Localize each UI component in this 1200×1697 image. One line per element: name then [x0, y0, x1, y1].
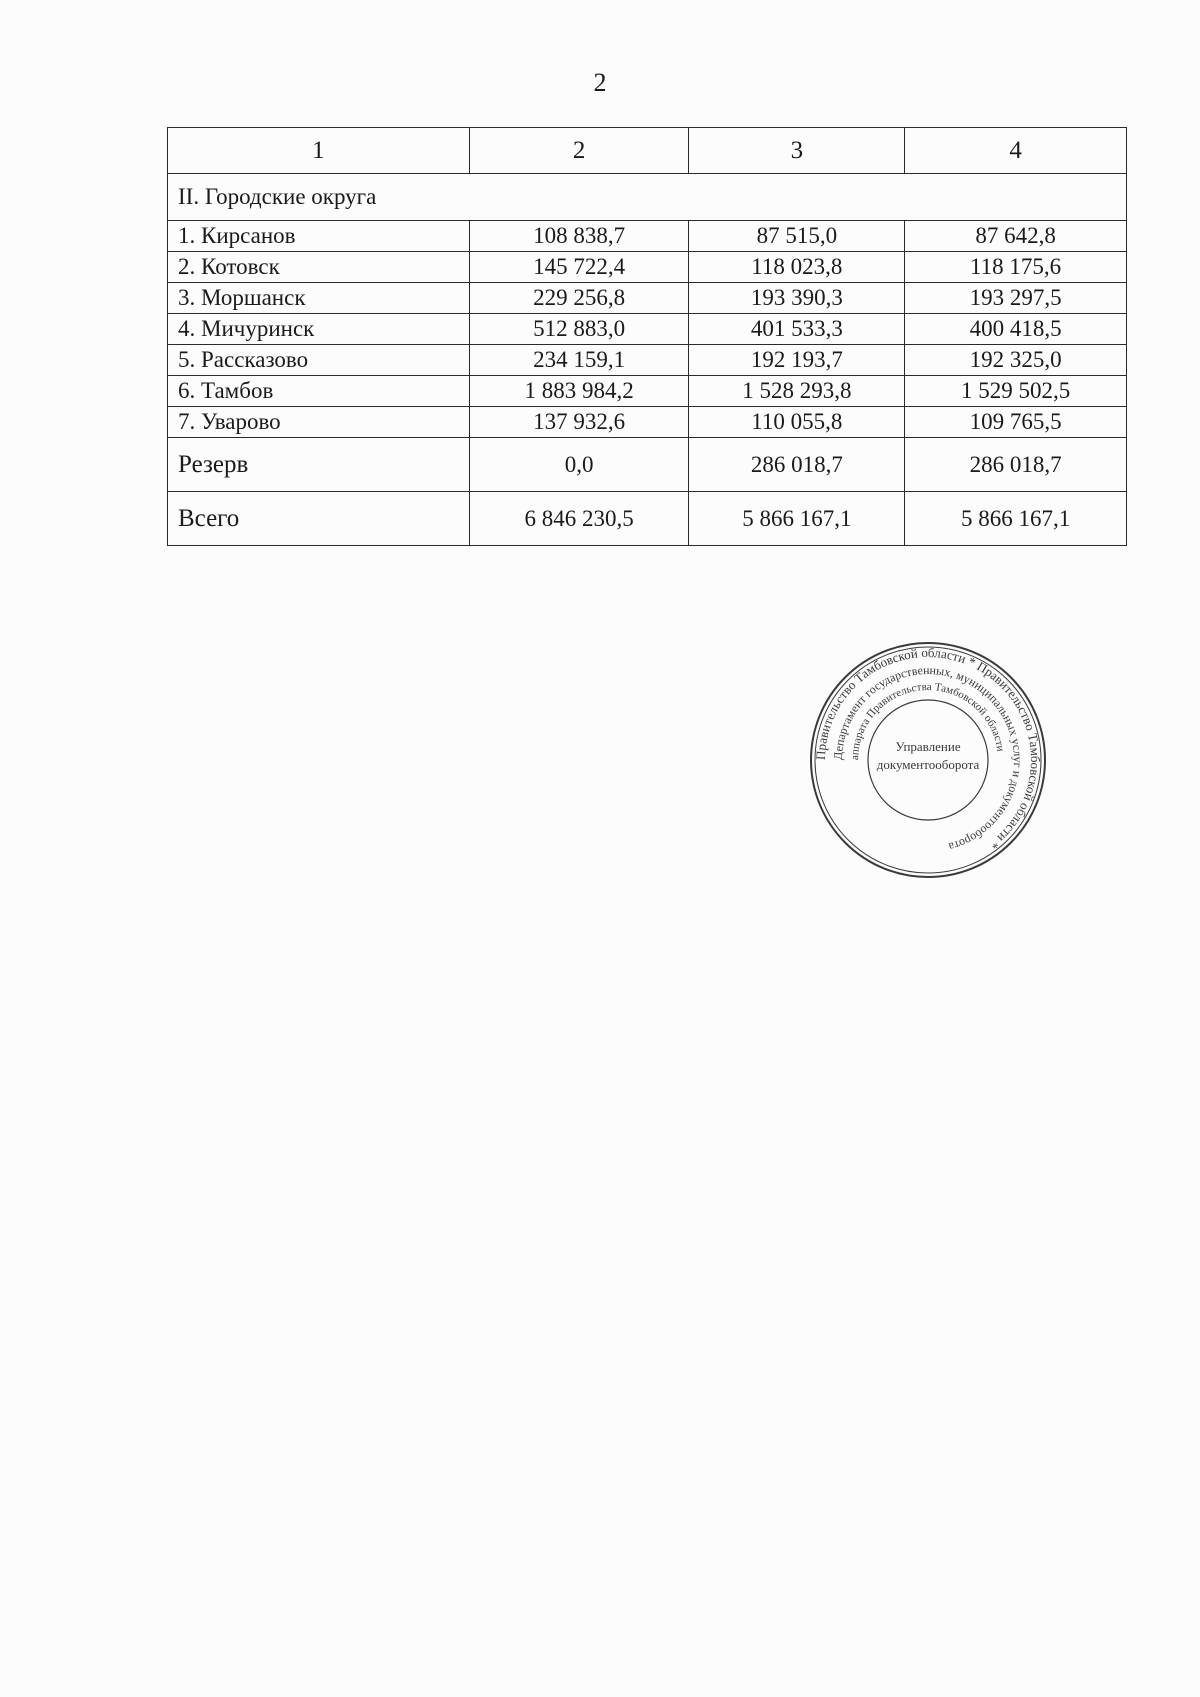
budget-table — [167, 127, 1127, 546]
header-col-2: 2 — [469, 128, 689, 174]
section-title: II. Городские округа — [168, 174, 1127, 221]
row-name: 7. Уварово — [168, 407, 470, 438]
row-value-col2: 229 256,8 — [469, 283, 689, 314]
stamp-center — [808, 738, 1048, 774]
stamp-outer-ring-text: Правительство Тамбовской области * Правительство Тамбовской области * — [812, 644, 1044, 853]
reserve-value-col4: 286 018,7 — [905, 438, 1127, 492]
reserve-value-col3: 286 018,7 — [689, 438, 905, 492]
row-name: 3. Моршанск — [168, 283, 470, 314]
stamp-middle-ring-text: Департамент государственных, муниципальных услуг и документооборота — [830, 662, 1026, 855]
page-number: 2 — [593, 68, 607, 97]
header-row — [168, 128, 1127, 174]
row-value-col3: 1 528 293,8 — [689, 376, 905, 407]
header-col-3: 3 — [689, 128, 905, 174]
row-value-col4: 109 765,5 — [905, 407, 1127, 438]
total-value-col4: 5 866 167,1 — [905, 492, 1127, 546]
row-value-col3: 118 023,8 — [689, 252, 905, 283]
row-value-col4: 1 529 502,5 — [905, 376, 1127, 407]
row-value-col2: 145 722,4 — [469, 252, 689, 283]
row-value-col4: 87 642,8 — [905, 221, 1127, 252]
row-name: 2. Котовск — [168, 252, 470, 283]
row-value-col2: 512 883,0 — [469, 314, 689, 345]
row-value-col2: 1 883 984,2 — [469, 376, 689, 407]
row-value-col3: 193 390,3 — [689, 283, 905, 314]
row-value-col4: 400 418,5 — [905, 314, 1127, 345]
table-row — [168, 283, 1127, 314]
table-row — [168, 252, 1127, 283]
row-value-col3: 87 515,0 — [689, 221, 905, 252]
table-row — [168, 345, 1127, 376]
total-row — [168, 492, 1127, 546]
reserve-value-col2: 0,0 — [469, 438, 689, 492]
table-row — [168, 407, 1127, 438]
total-value-col2: 6 846 230,5 — [469, 492, 689, 546]
row-value-col2: 108 838,7 — [469, 221, 689, 252]
row-value-col3: 110 055,8 — [689, 407, 905, 438]
row-value-col4: 193 297,5 — [905, 283, 1127, 314]
row-value-col2: 137 932,6 — [469, 407, 689, 438]
row-value-col3: 401 533,3 — [689, 314, 905, 345]
row-name: 5. Рассказово — [168, 345, 470, 376]
row-name: 1. Кирсанов — [168, 221, 470, 252]
row-name: 6. Тамбов — [168, 376, 470, 407]
table-row — [168, 314, 1127, 345]
row-name: 4. Мичуринск — [168, 314, 470, 345]
total-label: Всего — [168, 492, 470, 546]
stamp-center-line1: Управление — [895, 739, 961, 754]
table-row — [168, 376, 1127, 407]
header-col-4: 4 — [905, 128, 1127, 174]
row-value-col4: 192 325,0 — [905, 345, 1127, 376]
row-value-col4: 118 175,6 — [905, 252, 1127, 283]
stamp-inner-ring-text: аппарата Правительства Тамбовской области — [848, 680, 1007, 761]
reserve-label: Резерв — [168, 438, 470, 492]
reserve-row — [168, 438, 1127, 492]
official-stamp — [808, 640, 1048, 880]
table-row — [168, 221, 1127, 252]
row-value-col3: 192 193,7 — [689, 345, 905, 376]
section-row — [168, 174, 1127, 221]
stamp-center-line2: документооборота — [876, 757, 980, 772]
header-col-1: 1 — [168, 128, 470, 174]
total-value-col3: 5 866 167,1 — [689, 492, 905, 546]
row-value-col2: 234 159,1 — [469, 345, 689, 376]
